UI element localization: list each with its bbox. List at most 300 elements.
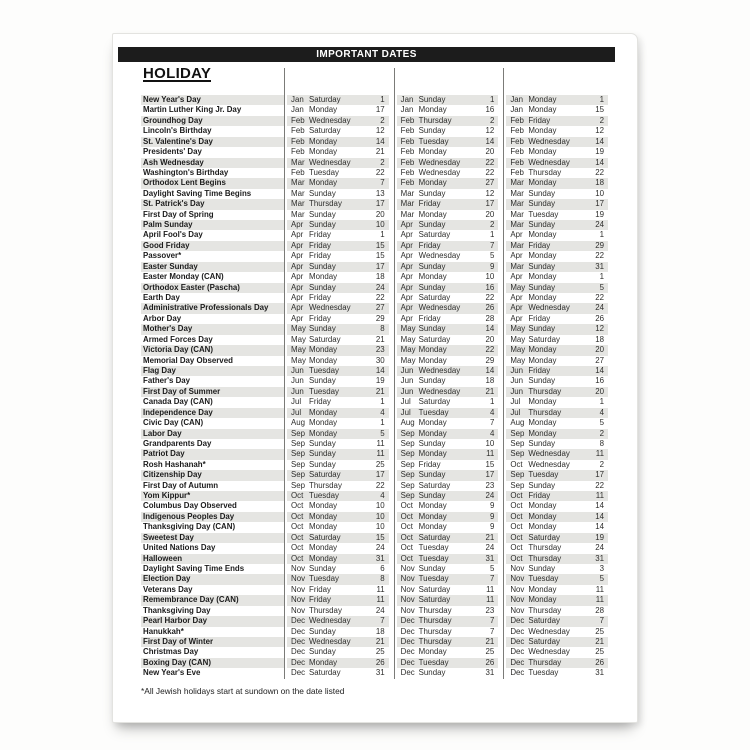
holiday-date-cell: [394, 303, 504, 313]
month-abbrev: Feb: [400, 115, 415, 125]
holiday-date-cell: [394, 470, 504, 480]
holiday-row: [141, 303, 613, 313]
holiday-date-cell: [503, 397, 613, 407]
month-abbrev: Oct: [510, 522, 523, 532]
holiday-date: [287, 345, 389, 355]
day-number: 20: [485, 334, 495, 344]
weekday-name: Thursday: [309, 480, 342, 490]
month-abbrev: Dec: [510, 626, 525, 636]
holiday-date-cell: [284, 585, 394, 595]
holiday-name: New Year's Day: [141, 95, 284, 105]
weekday-name: Sunday: [528, 563, 556, 573]
day-number: 11: [486, 449, 495, 459]
holiday-date: [506, 251, 608, 261]
footnote: *All Jewish holidays start at sundown on the date listed: [141, 685, 345, 696]
holiday-date: [506, 647, 608, 657]
holiday-date: [506, 314, 608, 324]
month-abbrev: Sep: [510, 428, 525, 438]
day-number: 29: [375, 313, 385, 323]
holiday-date-cell: [284, 105, 394, 115]
month-abbrev: Apr: [291, 293, 304, 303]
day-number: 10: [485, 272, 495, 282]
holiday-date: [287, 335, 389, 345]
holiday-date: [506, 178, 608, 188]
day-number: 21: [375, 147, 385, 157]
holiday-date: [506, 397, 608, 407]
month-abbrev: Sep: [400, 480, 415, 490]
weekday-name: Tuesday: [418, 407, 449, 417]
holiday-date: [397, 606, 499, 616]
month-abbrev: Apr: [400, 272, 413, 282]
holiday-date: [397, 158, 499, 168]
holiday-row: [141, 324, 613, 334]
holiday-date-cell: [284, 512, 394, 522]
month-abbrev: Sep: [510, 449, 525, 459]
month-abbrev: Feb: [400, 157, 415, 167]
month-abbrev: Dec: [510, 647, 525, 657]
month-abbrev: May: [291, 355, 306, 365]
planner-page: [112, 33, 638, 723]
weekday-name: Thursday: [528, 553, 562, 563]
holiday-row: [141, 314, 613, 324]
holiday-row: [141, 262, 613, 272]
weekday-name: Monday: [528, 105, 557, 115]
holiday-name: Memorial Day Observed: [143, 355, 233, 365]
day-number: 15: [375, 251, 385, 261]
month-abbrev: Mar: [510, 199, 524, 209]
holiday-date: [397, 147, 499, 157]
holiday-date-cell: [503, 491, 613, 501]
day-number: 21: [595, 636, 604, 646]
holiday-row: [141, 137, 613, 147]
holiday-date: [506, 230, 608, 240]
holiday-date: [506, 606, 608, 616]
day-number: 2: [380, 157, 385, 167]
holiday-date-cell: [394, 262, 504, 272]
holiday-date-cell: [394, 408, 504, 418]
weekday-name: Monday: [418, 501, 447, 511]
holiday-date: [397, 397, 499, 407]
month-abbrev: Nov: [400, 584, 415, 594]
day-number: 23: [485, 480, 495, 490]
weekday-name: Wednesday: [528, 136, 570, 146]
day-number: 22: [595, 251, 604, 261]
holiday-row: [141, 168, 613, 178]
holiday-date: [397, 283, 499, 293]
holiday-date: [506, 366, 608, 376]
holiday-date-cell: [284, 376, 394, 386]
holiday-date-cell: [284, 335, 394, 345]
day-number: 21: [485, 532, 495, 542]
day-number: 10: [485, 438, 495, 448]
weekday-name: Monday: [418, 522, 447, 532]
day-number: 11: [486, 584, 495, 594]
month-abbrev: Apr: [291, 240, 304, 250]
month-abbrev: Dec: [291, 636, 306, 646]
day-number: 25: [595, 647, 604, 657]
weekday-name: Friday: [528, 365, 551, 375]
day-number: 15: [485, 459, 495, 469]
day-number: 24: [595, 220, 604, 230]
holiday-date-cell: [503, 460, 613, 470]
month-abbrev: Oct: [510, 491, 523, 501]
month-abbrev: Sep: [400, 428, 415, 438]
holiday-date: [397, 574, 499, 584]
holiday-date: [397, 470, 499, 480]
holiday-date: [287, 387, 389, 397]
weekday-name: Saturday: [418, 293, 451, 303]
day-number: 17: [485, 199, 495, 209]
day-number: 28: [485, 313, 495, 323]
holiday-date-cell: [284, 574, 394, 584]
month-abbrev: Dec: [400, 647, 415, 657]
holiday-date: [506, 408, 608, 418]
day-number: 2: [599, 459, 604, 469]
month-abbrev: Sep: [400, 470, 415, 480]
holiday-date: [287, 366, 389, 376]
weekday-name: Tuesday: [418, 574, 449, 584]
day-number: 11: [376, 595, 385, 605]
holiday-date-cell: [394, 272, 504, 282]
weekday-name: Wednesday: [418, 251, 461, 261]
holiday-date-cell: [394, 335, 504, 345]
holiday-date-cell: [284, 303, 394, 313]
holiday-row: [141, 272, 613, 282]
holiday-row: [141, 283, 613, 293]
holiday-date: [287, 230, 389, 240]
holiday-date: [397, 512, 499, 522]
weekday-name: Sunday: [528, 261, 556, 271]
month-abbrev: Feb: [510, 126, 524, 136]
day-number: 7: [380, 178, 385, 188]
day-number: 19: [595, 209, 604, 219]
day-number: 12: [485, 126, 495, 136]
day-number: 14: [485, 136, 495, 146]
day-number: 7: [489, 418, 495, 428]
day-number: 11: [595, 584, 604, 594]
holiday-date: [506, 533, 608, 543]
holiday-date: [397, 501, 499, 511]
holiday-date-cell: [284, 429, 394, 439]
month-abbrev: Nov: [291, 595, 306, 605]
holiday-date-cell: [503, 356, 613, 366]
day-number: 1: [380, 397, 385, 407]
month-abbrev: May: [400, 345, 416, 355]
holiday-row: [141, 293, 613, 303]
holiday-date-cell: [284, 178, 394, 188]
holiday-date-cell: [284, 658, 394, 668]
holiday-date: [287, 439, 389, 449]
month-abbrev: Mar: [510, 188, 524, 198]
holiday-name: Washington's Birthday: [143, 167, 229, 177]
weekday-name: Saturday: [418, 584, 451, 594]
holiday-name: New Year's Eve: [143, 668, 201, 678]
holiday-date-cell: [284, 366, 394, 376]
day-number: 27: [485, 178, 495, 188]
day-number: 1: [489, 397, 495, 407]
holiday-name: Boxing Day (CAN): [141, 658, 284, 668]
holiday-date: [287, 595, 389, 605]
month-abbrev: Jan: [400, 95, 414, 104]
holiday-row: [141, 658, 613, 668]
day-number: 5: [489, 251, 495, 261]
holiday-name: Grandparents Day: [143, 438, 212, 448]
holiday-name: Flag Day: [141, 366, 284, 376]
weekday-name: Wednesday: [528, 449, 570, 459]
day-number: 8: [599, 438, 604, 448]
holiday-name: April Fool's Day: [143, 230, 203, 240]
month-abbrev: Nov: [400, 605, 415, 615]
weekday-name: Tuesday: [528, 470, 559, 480]
holiday-date-cell: [394, 105, 504, 115]
holiday-date: [397, 543, 499, 553]
weekday-name: Friday: [418, 199, 441, 209]
month-abbrev: Jul: [291, 407, 302, 417]
month-abbrev: Sep: [291, 470, 306, 480]
month-abbrev: Dec: [291, 668, 306, 678]
weekday-name: Sunday: [418, 261, 446, 271]
weekday-name: Thursday: [309, 605, 342, 615]
day-number: 22: [595, 293, 604, 303]
holiday-date: [397, 554, 499, 564]
holiday-name: Sweetest Day: [141, 533, 284, 543]
holiday-date: [287, 220, 389, 230]
holiday-date-cell: [394, 283, 504, 293]
day-number: 18: [595, 178, 604, 188]
holiday-date-cell: [284, 627, 394, 637]
holiday-date-cell: [503, 126, 613, 136]
holiday-date: [506, 439, 608, 449]
holiday-row: [141, 449, 613, 459]
weekday-name: Monday: [309, 136, 338, 146]
holiday-name: First Day of Summer: [141, 387, 284, 397]
day-number: 19: [595, 532, 604, 542]
holiday-name: Easter Sunday: [141, 262, 284, 272]
holiday-row: [141, 595, 613, 605]
weekday-name: Monday: [418, 428, 447, 438]
holiday-date: [397, 199, 499, 209]
weekday-name: Sunday: [418, 220, 446, 230]
holiday-date-cell: [503, 283, 613, 293]
holiday-date-cell: [284, 220, 394, 230]
holiday-date-cell: [284, 522, 394, 532]
month-abbrev: Mar: [291, 209, 305, 219]
holiday-row: [141, 210, 613, 220]
holiday-date: [506, 116, 608, 126]
weekday-name: Monday: [528, 511, 557, 521]
holiday-date: [397, 481, 499, 491]
holiday-row: [141, 345, 613, 355]
day-number: 18: [375, 626, 385, 636]
holiday-row: [141, 376, 613, 386]
weekday-name: Monday: [418, 147, 447, 157]
month-abbrev: Mar: [400, 199, 415, 209]
holiday-date: [506, 210, 608, 220]
holiday-date-cell: [284, 595, 394, 605]
holiday-date-cell: [503, 314, 613, 324]
day-number: 1: [599, 230, 604, 240]
holiday-name: Remembrance Day (CAN): [141, 595, 284, 605]
month-abbrev: Oct: [400, 532, 413, 542]
month-abbrev: Nov: [400, 595, 415, 605]
holiday-date-cell: [284, 397, 394, 407]
holiday-date: [287, 168, 389, 178]
holiday-date: [397, 116, 499, 126]
month-abbrev: Oct: [400, 553, 413, 563]
holiday-date-cell: [284, 449, 394, 459]
weekday-name: Tuesday: [418, 657, 449, 667]
weekday-name: Wednesday: [418, 167, 461, 177]
day-number: 1: [380, 230, 385, 240]
month-abbrev: Sep: [400, 491, 415, 501]
holiday-date: [397, 408, 499, 418]
month-abbrev: Oct: [291, 511, 304, 521]
month-abbrev: Jan: [291, 105, 304, 115]
weekday-name: Sunday: [418, 491, 446, 501]
holiday-row: [141, 606, 613, 616]
holiday-date: [397, 168, 499, 178]
holiday-date: [506, 491, 608, 501]
holiday-row: [141, 627, 613, 637]
weekday-name: Sunday: [309, 324, 336, 334]
holiday-date: [397, 345, 499, 355]
holiday-date: [506, 137, 608, 147]
weekday-name: Sunday: [528, 220, 556, 230]
month-abbrev: Oct: [291, 543, 304, 553]
day-number: 21: [485, 636, 495, 646]
weekday-name: Wednesday: [309, 303, 351, 313]
day-number: 31: [375, 668, 385, 678]
holiday-date-cell: [394, 460, 504, 470]
holiday-date-cell: [394, 439, 504, 449]
month-abbrev: Sep: [291, 438, 306, 448]
weekday-name: Monday: [528, 293, 557, 303]
holiday-date: [506, 616, 608, 626]
holiday-table: [141, 68, 613, 679]
holiday-date: [287, 397, 389, 407]
holiday-name: St. Patrick's Day: [141, 199, 284, 209]
holiday-date: [397, 418, 499, 428]
weekday-name: Sunday: [309, 438, 336, 448]
holiday-date-cell: [284, 439, 394, 449]
month-abbrev: Jun: [291, 365, 304, 375]
holiday-date-cell: [394, 658, 504, 668]
weekday-name: Thursday: [418, 626, 452, 636]
day-number: 2: [599, 115, 604, 125]
month-abbrev: Apr: [510, 272, 523, 282]
day-number: 24: [375, 605, 385, 615]
weekday-name: Monday: [528, 428, 557, 438]
month-abbrev: Apr: [510, 303, 523, 313]
holiday-date-cell: [284, 418, 394, 428]
weekday-name: Tuesday: [309, 167, 339, 177]
holiday-date: [506, 220, 608, 230]
weekday-name: Tuesday: [309, 574, 339, 584]
holiday-name: First Day of Spring: [143, 209, 214, 219]
month-abbrev: Apr: [400, 293, 413, 303]
weekday-name: Monday: [528, 397, 557, 407]
holiday-date-cell: [394, 554, 504, 564]
month-abbrev: Nov: [510, 595, 525, 605]
holiday-date: [506, 585, 608, 595]
holiday-date-cell: [394, 116, 504, 126]
holiday-name: Patriot Day: [141, 449, 284, 459]
weekday-name: Wednesday: [528, 303, 570, 313]
day-number: 24: [375, 282, 385, 292]
month-abbrev: Oct: [510, 553, 523, 563]
holiday-date-cell: [284, 137, 394, 147]
holiday-date-cell: [503, 564, 613, 574]
holiday-date-cell: [394, 178, 504, 188]
weekday-name: Saturday: [528, 334, 560, 344]
holiday-date: [397, 137, 499, 147]
holiday-date: [287, 470, 389, 480]
day-number: 31: [485, 553, 495, 563]
month-abbrev: Feb: [400, 126, 415, 136]
weekday-name: Friday: [309, 230, 331, 240]
holiday-date: [506, 418, 608, 428]
holiday-date-cell: [503, 647, 613, 657]
day-number: 1: [489, 95, 495, 104]
holiday-date: [287, 481, 389, 491]
holiday-date-cell: [284, 116, 394, 126]
holiday-date-cell: [284, 470, 394, 480]
weekday-name: Sunday: [418, 282, 446, 292]
month-abbrev: Feb: [510, 136, 524, 146]
holiday-row: [141, 95, 613, 105]
holiday-date-cell: [503, 376, 613, 386]
day-number: 8: [380, 574, 385, 584]
month-abbrev: Nov: [291, 605, 306, 615]
weekday-name: Sunday: [309, 282, 336, 292]
month-abbrev: Dec: [400, 636, 415, 646]
day-number: 11: [595, 595, 604, 605]
holiday-date-cell: [394, 574, 504, 584]
holiday-date: [397, 293, 499, 303]
holiday-date-cell: [503, 147, 613, 157]
month-abbrev: Sep: [291, 459, 306, 469]
day-number: 1: [489, 230, 495, 240]
holiday-date-cell: [394, 512, 504, 522]
weekday-name: Monday: [309, 501, 338, 511]
weekday-name: Monday: [528, 595, 557, 605]
weekday-name: Monday: [528, 522, 557, 532]
weekday-name: Wednesday: [528, 647, 570, 657]
holiday-date: [397, 178, 499, 188]
holiday-date-cell: [284, 147, 394, 157]
weekday-name: Monday: [528, 584, 557, 594]
holiday-row: [141, 470, 613, 480]
holiday-date-cell: [284, 158, 394, 168]
day-number: 7: [380, 616, 385, 626]
holiday-date-cell: [503, 585, 613, 595]
holiday-date-cell: [284, 262, 394, 272]
weekday-name: Friday: [528, 115, 551, 125]
day-number: 17: [375, 199, 385, 209]
weekday-name: Thursday: [528, 386, 562, 396]
day-number: 21: [375, 386, 385, 396]
holiday-name: First Day of Winter: [141, 637, 284, 647]
holiday-row: [141, 178, 613, 188]
day-number: 12: [595, 126, 604, 136]
weekday-name: Saturday: [418, 397, 451, 407]
holiday-date-cell: [503, 533, 613, 543]
holiday-name: Palm Sunday: [141, 220, 284, 230]
month-abbrev: May: [510, 345, 526, 355]
holiday-date: [287, 356, 389, 366]
weekday-name: Friday: [528, 491, 551, 501]
month-abbrev: May: [291, 345, 306, 355]
